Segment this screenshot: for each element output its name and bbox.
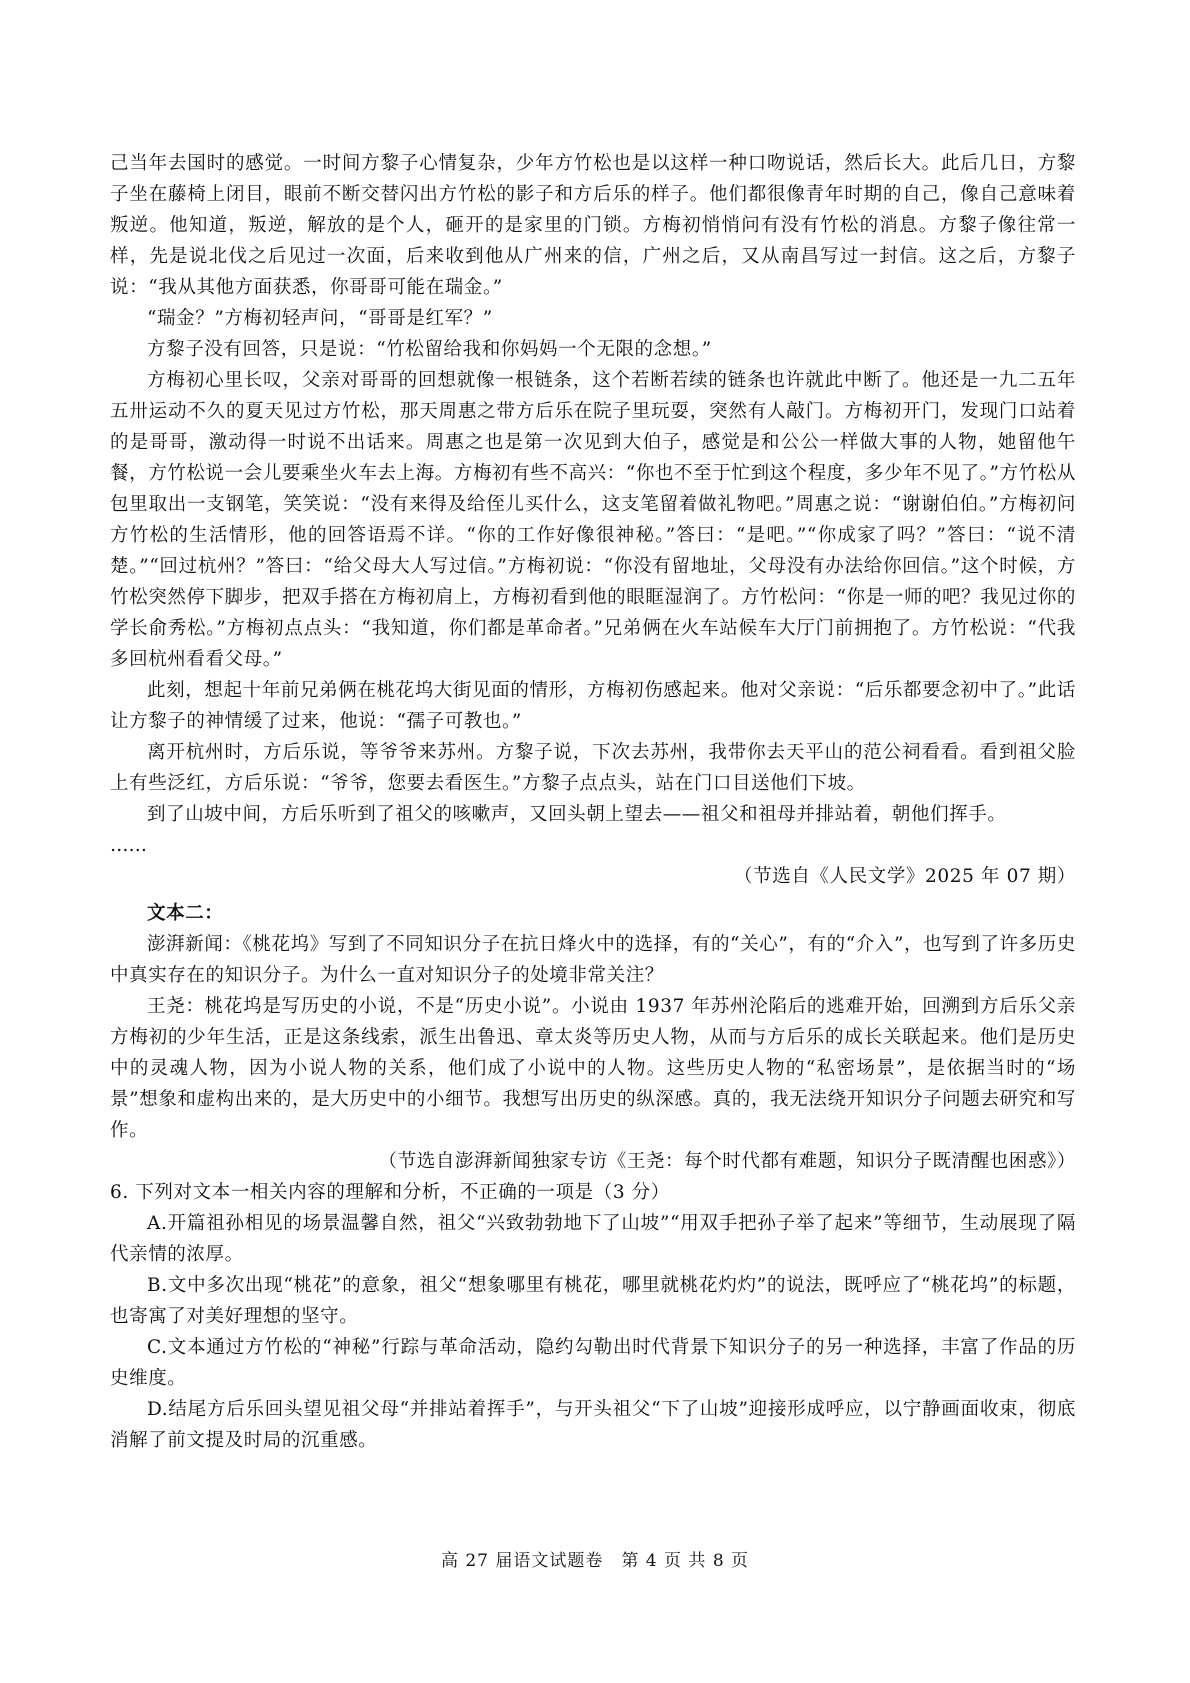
text1-ellipsis: …… [110,835,147,856]
text1-paragraph: 此刻，想起十年前兄弟俩在桃花坞大街见面的情形，方梅初伤感起来。他对父亲说：“后乐都要念初中了。”此话让方黎子的神情缓了过来，他说：“孺子可教也。” [110,680,1076,732]
text1-source: （节选自《人民文学》2025 年 07 期） [734,866,1076,887]
text1-paragraph: “瑞金？”方梅初轻声问，“哥哥是红军？” [147,308,493,329]
page-content [110,148,1076,1456]
text2-paragraph: 澎湃新闻：《桃花坞》写到了不同知识分子在抗日烽火中的选择，有的“关心”，有的“介入”，也写到了许多历史中真实存在的知识分子。为什么一直对知识分子的处境非常关注？ [110,934,1076,986]
text1-paragraph: 方黎子没有回答，只是说：“竹松留给我和你妈妈一个无限的念想。” [147,339,712,360]
text1-paragraph: 己当年去国时的感觉。一时间方黎子心情复杂，少年方竹松也是以这样一种口吻说话，然后长大。此后几日，方黎子坐在藤椅上闭目，眼前不断交替闪出方竹松的影子和方后乐的样子。他们都很像青年时期的自己，像自己意味着叛逆。他知道，叛逆，解放的是个人，砸开的是家里的门锁。方梅初悄悄问有没有竹松的消息。方黎子像往常一样，先是说北伐之后见过一次面，后来收到他从广州来的信，广州之后，又从南昌写过一封信。这之后，方黎子说：“我从其他方面获悉，你哥哥可能在瑞金。” [110,153,1076,298]
page-footer: 高 27 届语文试题卷 第 4 页 共 8 页 [440,1551,750,1571]
text2-paragraph: 王尧：桃花坞是写历史的小说，不是“历史小说”。小说由 1937 年苏州沦陷后的逃难开始，回溯到方后乐父亲方梅初的少年生活，正是这条线索，派生出鲁迅、章太炎等历史人物，从而与方后乐的成长关联起来。他们是历史中的灵魂人物，因为小说人物的关系，他们成了小说中的人物。这些历史人物的“私密场景”，是依据当时的“场景”想象和虚构出来的，是大历史中的小细节。我想写出历史的纵深感。真的，我无法绕开知识分子问题去研究和写作。 [110,996,1076,1141]
question-6-option-c: C.文本通过方竹松的“神秘”行踪与革命活动，隐约勾勒出时代背景下知识分子的另一种选择，丰富了作品的历史维度。 [110,1337,1076,1389]
question-6-option-b: B.文中多次出现“桃花”的意象，祖父“想象哪里有桃花，哪里就桃花灼灼”的说法，既呼应了“桃花坞”的标题，也寄寓了对美好理想的坚守。 [110,1275,1076,1327]
text2-heading: 文本二： [147,903,224,924]
text1-paragraph: 方梅初心里长叹，父亲对哥哥的回想就像一根链条，这个若断若续的链条也许就此中断了。他还是一九二五年五卅运动不久的夏天见过方竹松，那天周惠之带方后乐在院子里玩耍，突然有人敲门。方梅初开门，发现门口站着的是哥哥，激动得一时说不出话来。周惠之也是第一次见到大伯子，感觉是和公公一样做大事的人物，她留他午餐，方竹松说一会儿要乘坐火车去上海。方梅初有些不高兴：“你也不至于忙到这个程度，多少年不见了。”方竹松从包里取出一支钢笔，笑笑说：“没有来得及给侄儿买什么，这支笔留着做礼物吧。”周惠之说：“谢谢伯伯。”方梅初问方竹松的生活情形，他的回答语焉不详。“你的工作好像很神秘。”答曰：“是吧。”“你成家了吗？”答曰：“说不清楚。”“回过杭州？”答曰：“给父母大人写过信。”方梅初说：“你没有留地址，父母没有办法给你回信。”这个时候，方竹松突然停下脚步，把双手搭在方梅初肩上，方梅初看到他的眼眶湿润了。方竹松问：“你是一师的吧？我见过你的学长俞秀松。”方梅初点点头：“我知道，你们都是革命者。”兄弟俩在火车站候车大厅门前拥抱了。方竹松说：“代我多回杭州看看父母。” [110,370,1076,670]
question-6-option-a: A.开篇祖孙相见的场景温馨自然，祖父“兴致勃勃地下了山坡”“用双手把孙子举了起来”等细节，生动展现了隔代亲情的浓厚。 [110,1213,1076,1265]
question-6-option-d: D.结尾方后乐回头望见祖父母“并排站着挥手”，与开头祖父“下了山坡”迎接形成呼应，以宁静画面收束，彻底消解了前文提及时局的沉重感。 [110,1399,1076,1451]
text2-source: （节选自澎湃新闻独家专访《王尧：每个时代都有难题，知识分子既清醒也困惑》） [378,1151,1076,1172]
text1-paragraph: 离开杭州时，方后乐说，等爷爷来苏州。方黎子说，下次去苏州，我带你去天平山的范公祠看看。看到祖父脸上有些泛红，方后乐说：“爷爷，您要去看医生。”方黎子点点头，站在门口目送他们下坡。 [110,742,1076,794]
text1-paragraph: 到了山坡中间，方后乐听到了祖父的咳嗽声，又回头朝上望去——祖父和祖母并排站着，朝他们挥手。 [147,804,1007,825]
question-6-stem: 6. 下列对文本一相关内容的理解和分析，不正确的一项是（3 分） [110,1182,670,1203]
